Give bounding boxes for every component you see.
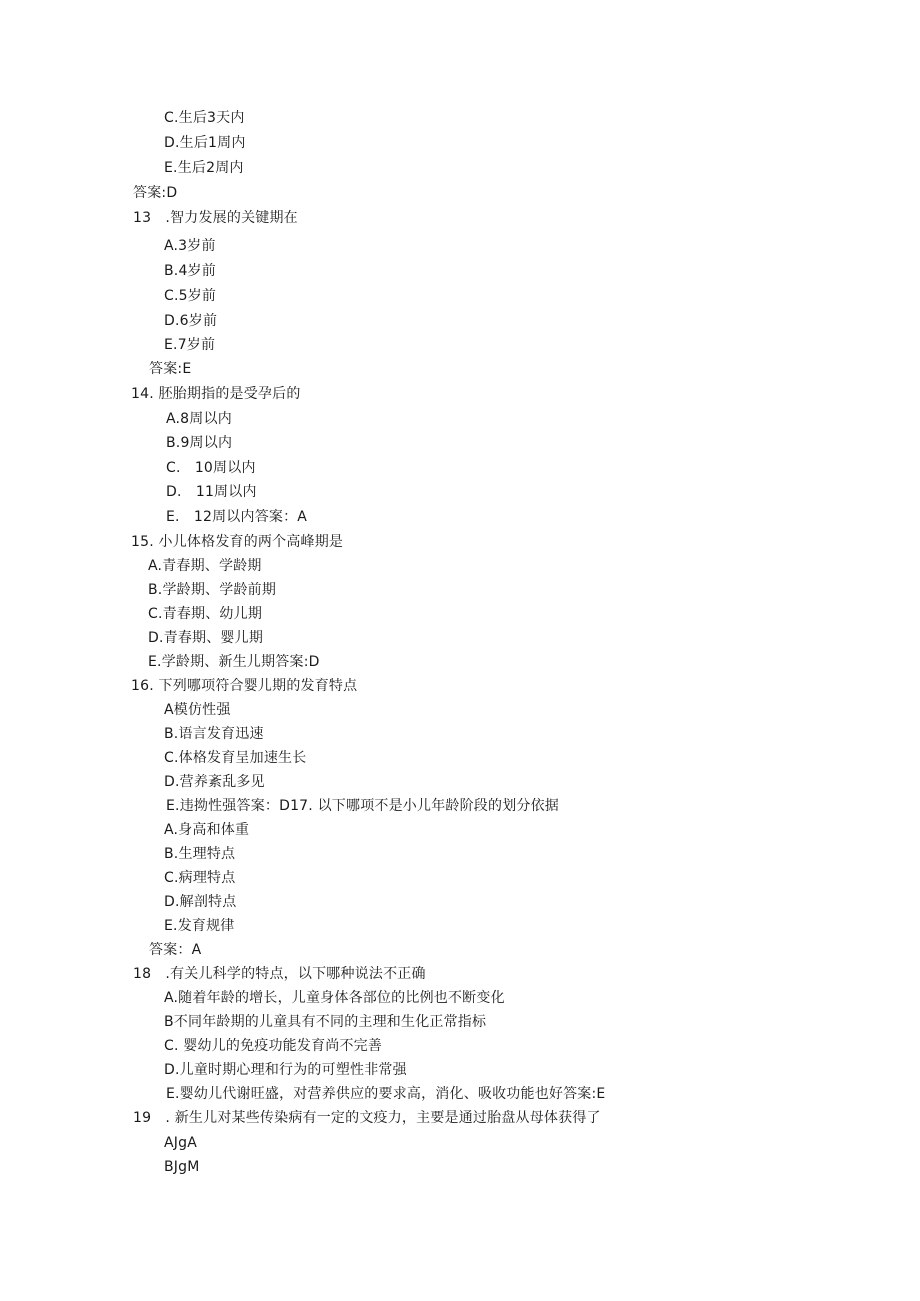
option-line: A.身高和体重: [164, 822, 250, 838]
option-line: A模仿性强: [164, 702, 231, 718]
option-line: A.青春期、学龄期: [148, 558, 262, 574]
option-line: E.违拗性强答案：D17. 以下哪项不是小儿年龄阶段的划分依据: [166, 798, 559, 814]
answer-line: 答案:E: [149, 361, 192, 377]
option-line: D.营养紊乱多见: [164, 774, 265, 790]
option-line: B.4岁前: [164, 263, 216, 279]
option-line: D.6岁前: [164, 313, 218, 329]
question-15: 15. 小儿体格发育的两个高峰期是: [131, 534, 344, 550]
option-line: E. 12周以内答案：A: [166, 509, 308, 525]
option-line: D.青春期、婴儿期: [148, 630, 264, 646]
option-line: C.5岁前: [164, 288, 217, 304]
option-line: B.9周以内: [166, 435, 233, 451]
question-14: 14. 胚胎期指的是受孕后的: [131, 386, 301, 402]
answer-line: 答案:D: [133, 185, 178, 201]
option-line: C.青春期、幼儿期: [148, 606, 263, 622]
question-19: 19 . 新生儿对某些传染病有一定的文疫力，主要是通过胎盘从母体获得了: [133, 1110, 601, 1126]
option-line: D.生后1周内: [164, 135, 246, 151]
option-line: C.体格发育呈加速生长: [164, 750, 307, 766]
option-line: A.3岁前: [164, 238, 216, 254]
option-line: B不同年龄期的儿童具有不同的主理和生化正常指标: [164, 1014, 487, 1030]
option-line: BJgM: [164, 1159, 200, 1175]
option-line: D.儿童时期心理和行为的可塑性非常强: [164, 1062, 407, 1078]
option-line: A.随着年龄的增长，儿童身体各部位的比例也不断变化: [164, 990, 505, 1006]
question-16: 16. 下列哪项符合婴儿期的发育特点: [131, 678, 358, 694]
option-line: D. 11周以内: [166, 484, 257, 500]
option-line: E.学龄期、新生儿期答案:D: [148, 654, 320, 670]
option-line: E.7岁前: [164, 337, 216, 353]
option-line: C. 10周以内: [166, 460, 256, 476]
question-18: 18 .有关儿科学的特点，以下哪种说法不正确: [133, 966, 426, 982]
question-13: 13 .智力发展的关键期在: [133, 210, 298, 226]
option-line: A.8周以内: [166, 411, 232, 427]
option-line: C.生后3天内: [164, 110, 245, 126]
option-line: B.生理特点: [164, 846, 236, 862]
answer-line: 答案：A: [149, 942, 202, 958]
option-line: AJgA: [164, 1135, 197, 1151]
option-line: E.发育规律: [164, 918, 235, 934]
option-line: D.解剖特点: [164, 894, 237, 910]
option-line: B.语言发育迅速: [164, 726, 264, 742]
option-line: E.婴幼儿代谢旺盛，对营养供应的要求高，消化、吸收功能也好答案:E: [166, 1086, 606, 1102]
option-line: C.病理特点: [164, 870, 236, 886]
option-line: E.生后2周内: [164, 160, 244, 176]
option-line: C. 婴幼儿的免疫功能发育尚不完善: [164, 1038, 383, 1054]
option-line: B.学龄期、学龄前期: [148, 582, 277, 598]
